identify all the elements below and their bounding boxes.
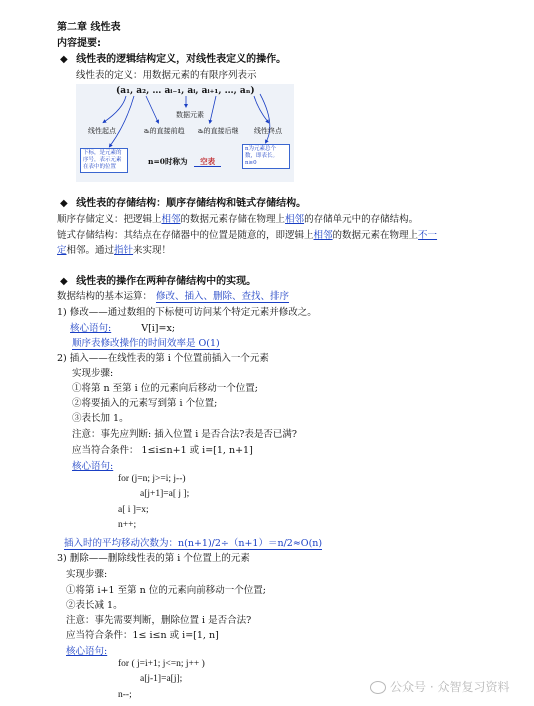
length-note-box: n为元素总个数，即表长。n≥0 xyxy=(242,144,290,169)
modify-title: 1) 修改——通过数组的下标便可访问某个特定元素并修改之。 xyxy=(57,307,317,318)
successor-label: aᵢ的直接后继 xyxy=(198,127,239,135)
sequential-storage-definition: 顺序存储定义：把逻辑上相邻的数据元素存储在物理上相邻的存储单元中的存储结构。 xyxy=(57,214,419,225)
linked-storage-continuation: 定相邻。通过指针来实现！ xyxy=(57,245,172,256)
delete-code-line: n--; xyxy=(118,690,132,700)
chapter-title: 第二章 线性表 xyxy=(57,22,121,33)
linear-list-definition: 线性表的定义：用数据元素的有限序列表示 xyxy=(76,70,257,81)
insert-code-line: for (j=n; j>=i; j--) xyxy=(118,474,186,484)
basic-operations: 数据结构的基本运算： 修改、插入、删除、查找、排序 xyxy=(57,291,290,302)
bullet-icon: ◆ xyxy=(60,276,68,287)
insert-title: 2) 插入——在线性表的第 i 个位置前插入一个元素 xyxy=(57,353,269,364)
insert-average-moves: 插入时的平均移动次数为：n(n+1)/2÷（n+1）＝n/2≈O(n) xyxy=(64,535,322,550)
modify-statement: V[i]=x; xyxy=(141,323,176,334)
insert-step-3: ③表长加 1。 xyxy=(72,413,129,424)
summary-label: 内容提要: xyxy=(57,38,101,49)
delete-code-line: for ( j=i+1; j<=n; j++ ) xyxy=(118,659,205,669)
section3-heading: ◆ 线性表的操作在两种存储结构中的实现。 xyxy=(60,276,257,287)
linked-storage-definition: 链式存储结构：其结点在存储器中的位置是随意的，即逻辑上相邻的数据元素在物理上不一 xyxy=(57,230,438,241)
end-label: 线性终点 xyxy=(254,127,282,135)
adjacent-link[interactable]: 相邻 xyxy=(161,214,181,225)
modify-core xyxy=(70,320,175,334)
section2-heading: ◆ 线性表的存储结构：顺序存储结构和链式存储结构。 xyxy=(60,198,307,209)
delete-steps-label: 实现步骤: xyxy=(66,569,108,580)
insert-code-line: a[ i ]=x; xyxy=(118,505,149,515)
element-label: 数据元素 xyxy=(176,111,204,119)
section1-heading: ◆ 线性表的逻辑结构定义，对线性表定义的操作。 xyxy=(60,54,287,65)
sequence-formula: (a₁, a₂, … aᵢ₋₁, aᵢ, aᵢ₊₁, …, aₙ) xyxy=(116,86,255,96)
modify-complexity: 顺序表修改操作的时间效率是 O(1) xyxy=(72,335,220,350)
empty-list-word: 空表 xyxy=(194,157,221,167)
insert-step-1: ①将第 n 至第 i 位的元素向后移动一个位置; xyxy=(72,383,258,394)
operations-list: 修改、插入、删除、查找、排序 xyxy=(156,291,290,302)
subscript-note-box: 下标，是元素的序号，表示元素在表中的位置 xyxy=(80,148,128,173)
linear-list-diagram xyxy=(76,84,294,182)
insert-condition: 应当符合条件： 1≤i≤n+1 或 i=[1, n+1] xyxy=(72,445,253,456)
delete-code-line: a[j-1]=a[j]; xyxy=(140,674,183,684)
insert-code-line: n++; xyxy=(118,520,137,530)
delete-note: 注意：事先需要判断，删除位置 i 是否合法? xyxy=(66,615,252,626)
not-necessarily-link[interactable]: 定 xyxy=(57,245,67,256)
bullet-icon: ◆ xyxy=(60,198,68,209)
predecessor-label: aᵢ的直接前趋 xyxy=(144,127,185,135)
delete-title: 3) 删除——删除线性表的第 i 个位置上的元素 xyxy=(57,553,250,564)
delete-condition: 应当符合条件：1≤ i≤n 或 i=[1, n] xyxy=(66,630,219,641)
adjacent-link[interactable]: 相邻 xyxy=(313,230,333,241)
pointer-link[interactable]: 指针 xyxy=(114,245,134,256)
insert-code-line: a[j+1]=a[ j ]; xyxy=(140,489,190,499)
delete-step-2: ②表长减 1。 xyxy=(66,600,123,611)
wechat-icon xyxy=(370,681,386,694)
insert-note: 注意：事先应判断: 插入位置 i 是否合法?表是否已满? xyxy=(72,429,297,440)
empty-list-note: n=0时称为 空表 xyxy=(148,156,221,167)
core-statement-label: 核心语句: xyxy=(70,323,112,334)
adjacent-link[interactable]: 相邻 xyxy=(285,214,305,225)
core-statement-label: 核心语句: xyxy=(66,646,108,657)
watermark: 公众号 · 众智复习资料 xyxy=(370,678,509,695)
insert-steps-label: 实现步骤: xyxy=(72,368,114,379)
delete-step-1: ①将第 i+1 至第 n 位的元素向前移动一个位置; xyxy=(66,585,266,596)
bullet-icon: ◆ xyxy=(60,54,68,65)
not-necessarily-link[interactable]: 不一 xyxy=(418,230,438,241)
insert-step-2: ②将要插入的元素写到第 i 个位置; xyxy=(72,398,218,409)
core-statement-label: 核心语句: xyxy=(72,461,114,472)
start-label: 线性起点 xyxy=(88,127,116,135)
